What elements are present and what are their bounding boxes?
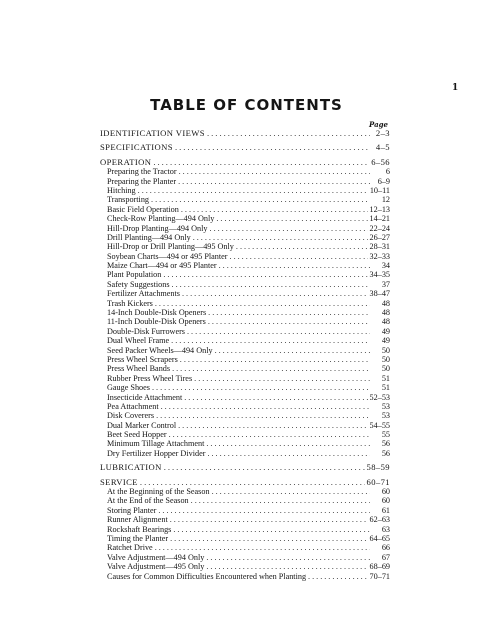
dot-leader [219,261,370,270]
toc-entry-label: At the Beginning of the Season [107,487,210,497]
dot-leader [173,525,370,534]
toc-entry [100,364,390,373]
dot-leader [151,195,370,204]
toc-entry-page: 56 [381,448,390,458]
toc-entry [100,393,390,402]
page-number: 1 [452,83,459,93]
toc-entry-label: Runner Alignment [107,515,168,525]
page-column-label: Page [369,120,388,129]
dot-leader [206,562,367,571]
toc-entry [100,402,390,411]
toc-entry-label: At the End of the Season [107,496,189,506]
toc-entry-page: 66 [381,543,390,553]
toc-entry-page: 34 [381,261,390,271]
toc-entry [100,252,390,261]
toc-entry-page: 63 [381,524,390,534]
toc-entry-label: Causes for Common Difficulties Encountered when Planting [107,571,307,581]
toc-entry [100,233,390,242]
toc-entry-label: Valve Adjustment—494 Only [107,552,205,562]
toc-entry-page: 60–71 [366,476,390,487]
page-title: TABLE OF CONTENTS [150,96,343,114]
toc-entry [100,553,390,562]
dot-leader [138,186,368,195]
toc-entry [100,506,390,515]
toc-entry-page: 22–24 [369,223,390,233]
toc-entry [100,195,390,204]
toc-entry-page: 48 [381,308,390,318]
toc-entry-page: 14–21 [369,214,390,224]
toc-entry-page: 50 [381,364,390,374]
dot-leader [170,515,368,524]
toc-entry [100,224,390,233]
toc-entry [100,572,390,581]
toc-section-entry [100,478,390,487]
dot-leader [187,327,370,336]
toc-entry-label: Timing the Planter [107,534,169,543]
toc-entry [100,449,390,458]
dot-leader [308,572,367,581]
dot-leader [158,506,370,515]
toc-entry [100,496,390,505]
dot-leader [164,463,365,472]
dot-leader [152,383,370,392]
toc-entry-label: Pea Attachment [107,401,159,411]
dot-leader [206,553,370,562]
toc-entry [100,280,390,289]
dot-leader [175,143,370,152]
toc-entry-label: Preparing the Tractor [107,167,177,177]
toc-entry-page: 10–11 [369,185,390,195]
dot-leader [194,374,370,383]
toc-entry-label: Seed Packer Wheels—494 Only [107,345,213,355]
toc-entry-label: Valve Adjustment—495 Only [107,562,205,572]
toc-entry-label: Plant Population [107,270,162,280]
toc-section-entry [100,143,390,152]
toc-entry-page: 58–59 [366,462,390,473]
dot-leader [212,487,370,496]
toc-entry-label: Preparing the Planter [107,176,177,186]
toc-entry [100,214,390,223]
dot-leader [191,496,370,505]
dot-leader [206,439,370,448]
toc-entry-page: 37 [381,279,390,289]
dot-leader [161,402,370,411]
toc-entry-page: 67 [381,552,390,562]
dot-leader [180,355,370,364]
dot-leader [216,214,367,223]
toc-entry-label: Storing Planter [107,505,157,515]
toc-entry-page: 61 [381,505,390,515]
toc-entry-page: 48 [381,298,390,308]
toc-entry [100,261,390,270]
toc-entry-page: 2–3 [375,127,390,138]
toc-entry [100,487,390,496]
toc-entry-label: 11-Inch Double-Disk Openers [107,317,206,327]
toc-entry [100,299,390,308]
dot-leader [153,158,369,167]
toc-entry-page: 70–71 [369,571,390,581]
toc-entry-label: Insecticide Attachment [107,392,183,402]
toc-entry-page: 34–35 [369,270,390,280]
toc-entry-page: 49 [381,326,390,336]
toc-entry [100,346,390,355]
toc-entry-page: 56 [381,439,390,449]
toc-entry [100,440,390,449]
toc-entry-label: Drill Planting—494 Only [107,232,191,242]
toc-entry-page: 54–55 [369,420,390,430]
dot-leader [155,543,370,552]
toc-entry-label: Double-Disk Furrowers [107,326,185,336]
toc-entry-page: 38–47 [369,289,390,299]
toc-entry-label: SPECIFICATIONS [100,142,173,153]
toc-entry-label: IDENTIFICATION VIEWS [100,127,205,138]
toc-entry-page: 53 [381,411,390,421]
toc-entry-label: Hitching [107,185,136,195]
toc-entry-label: Press Wheel Scrapers [107,354,178,364]
toc-entry-label: Disk Coverers [107,411,155,421]
toc-entry [100,383,390,392]
toc-entry-page: 12 [381,195,390,205]
toc-entry-label: Dual Marker Control [107,420,177,430]
toc-entry-label: 14-Inch Double-Disk Openers [107,308,207,318]
toc-entry-page: 60 [381,487,390,497]
dot-leader [140,478,365,487]
toc-entry [100,543,390,552]
toc-entry-label: Rubber Press Wheel Tires [107,373,193,383]
toc-entry-page: 51 [381,383,390,393]
toc-entry [100,289,390,298]
dot-leader [172,280,370,289]
toc-entry-label: Beet Seed Hopper [107,430,167,440]
toc-entry [100,525,390,534]
toc-entry [100,242,390,251]
toc-entry-page: 62–63 [369,515,390,525]
toc-entry [100,270,390,279]
toc-entry-page: 6–56 [371,156,390,167]
toc-entry [100,430,390,439]
toc-entry-page: 55 [381,430,390,440]
toc-entry [100,205,390,214]
dot-leader [184,393,367,402]
toc-entry-page: 12–13 [369,204,390,214]
toc-entry [100,515,390,524]
dot-leader [208,308,370,317]
toc-entry-label: Gauge Shoes [107,383,150,393]
dot-leader [178,177,370,186]
toc-entry-label: Trash Kickers [107,298,153,308]
toc-entry [100,411,390,420]
toc-entry-page: 49 [381,336,390,346]
dot-leader [172,364,370,373]
toc-entry-label: Soybean Charts—494 or 495 Planter [107,251,228,261]
toc-entry-page: 64–65 [369,534,390,543]
toc-entry [100,534,390,543]
toc-entry-page: 51 [381,373,390,383]
dot-leader [179,167,370,176]
toc-entry [100,562,390,571]
table-of-contents [100,129,390,581]
dot-leader [208,317,370,326]
dot-leader [182,289,368,298]
toc-entry-page: 68–69 [369,562,390,572]
toc-entry-label: SERVICE [100,476,138,487]
toc-entry-label: Fertilizer Attachments [107,289,180,299]
toc-entry-page: 53 [381,401,390,411]
toc-entry [100,421,390,430]
toc-entry-page: 28–31 [369,242,390,252]
dot-leader [207,449,370,458]
toc-entry-page: 50 [381,354,390,364]
toc-section-entry [100,463,390,472]
toc-entry-label: Dual Wheel Frame [107,336,170,346]
toc-entry [100,167,390,176]
dot-leader [155,299,370,308]
toc-entry [100,327,390,336]
toc-entry [100,186,390,195]
toc-entry-page: 6 [385,167,390,177]
toc-entry-label: OPERATION [100,156,152,167]
toc-entry-page: 48 [381,317,390,327]
dot-leader [169,430,370,439]
toc-entry-page: 32–33 [369,251,390,261]
dot-leader [156,411,370,420]
dot-leader [178,421,367,430]
dot-leader [207,129,370,138]
toc-entry-label: LUBRICATION [100,462,162,473]
toc-entry-label: Hill-Drop or Drill Planting—495 Only [107,242,234,252]
dot-leader [236,242,368,251]
dot-leader [215,346,370,355]
toc-entry [100,308,390,317]
toc-entry-label: Ratchet Drive [107,543,153,553]
toc-entry [100,336,390,345]
dot-leader [171,336,370,345]
toc-entry-label: Rockshaft Bearings [107,524,172,534]
toc-entry-page: 4–5 [375,142,390,153]
dot-leader [170,534,367,543]
toc-entry-label: Safety Suggestions [107,279,170,289]
dot-leader [210,224,368,233]
dot-leader [181,205,368,214]
dot-leader [193,233,368,242]
toc-entry-page: 50 [381,345,390,355]
toc-section-entry [100,129,390,138]
toc-entry-label: Maize Chart—494 or 495 Planter [107,261,217,271]
toc-entry-label: Minimum Tillage Attachment [107,439,205,449]
toc-entry-page: 6–9 [377,176,390,186]
toc-entry-page: 60 [381,496,390,506]
toc-entry-label: Press Wheel Bands [107,364,171,374]
toc-entry-label: Transporting [107,195,150,205]
toc-entry [100,177,390,186]
toc-entry-page: 26–27 [369,232,390,242]
dot-leader [163,270,367,279]
toc-entry-label: Basic Field Operation [107,204,179,214]
dot-leader [230,252,368,261]
toc-entry-label: Dry Fertilizer Hopper Divider [107,448,206,458]
toc-section-entry [100,158,390,167]
toc-entry [100,317,390,326]
toc-entry-page: 52–53 [369,392,390,402]
toc-entry-label: Check-Row Planting—494 Only [107,214,215,224]
toc-entry [100,355,390,364]
toc-entry [100,374,390,383]
toc-entry-label: Hill-Drop Planting—494 Only [107,223,208,233]
